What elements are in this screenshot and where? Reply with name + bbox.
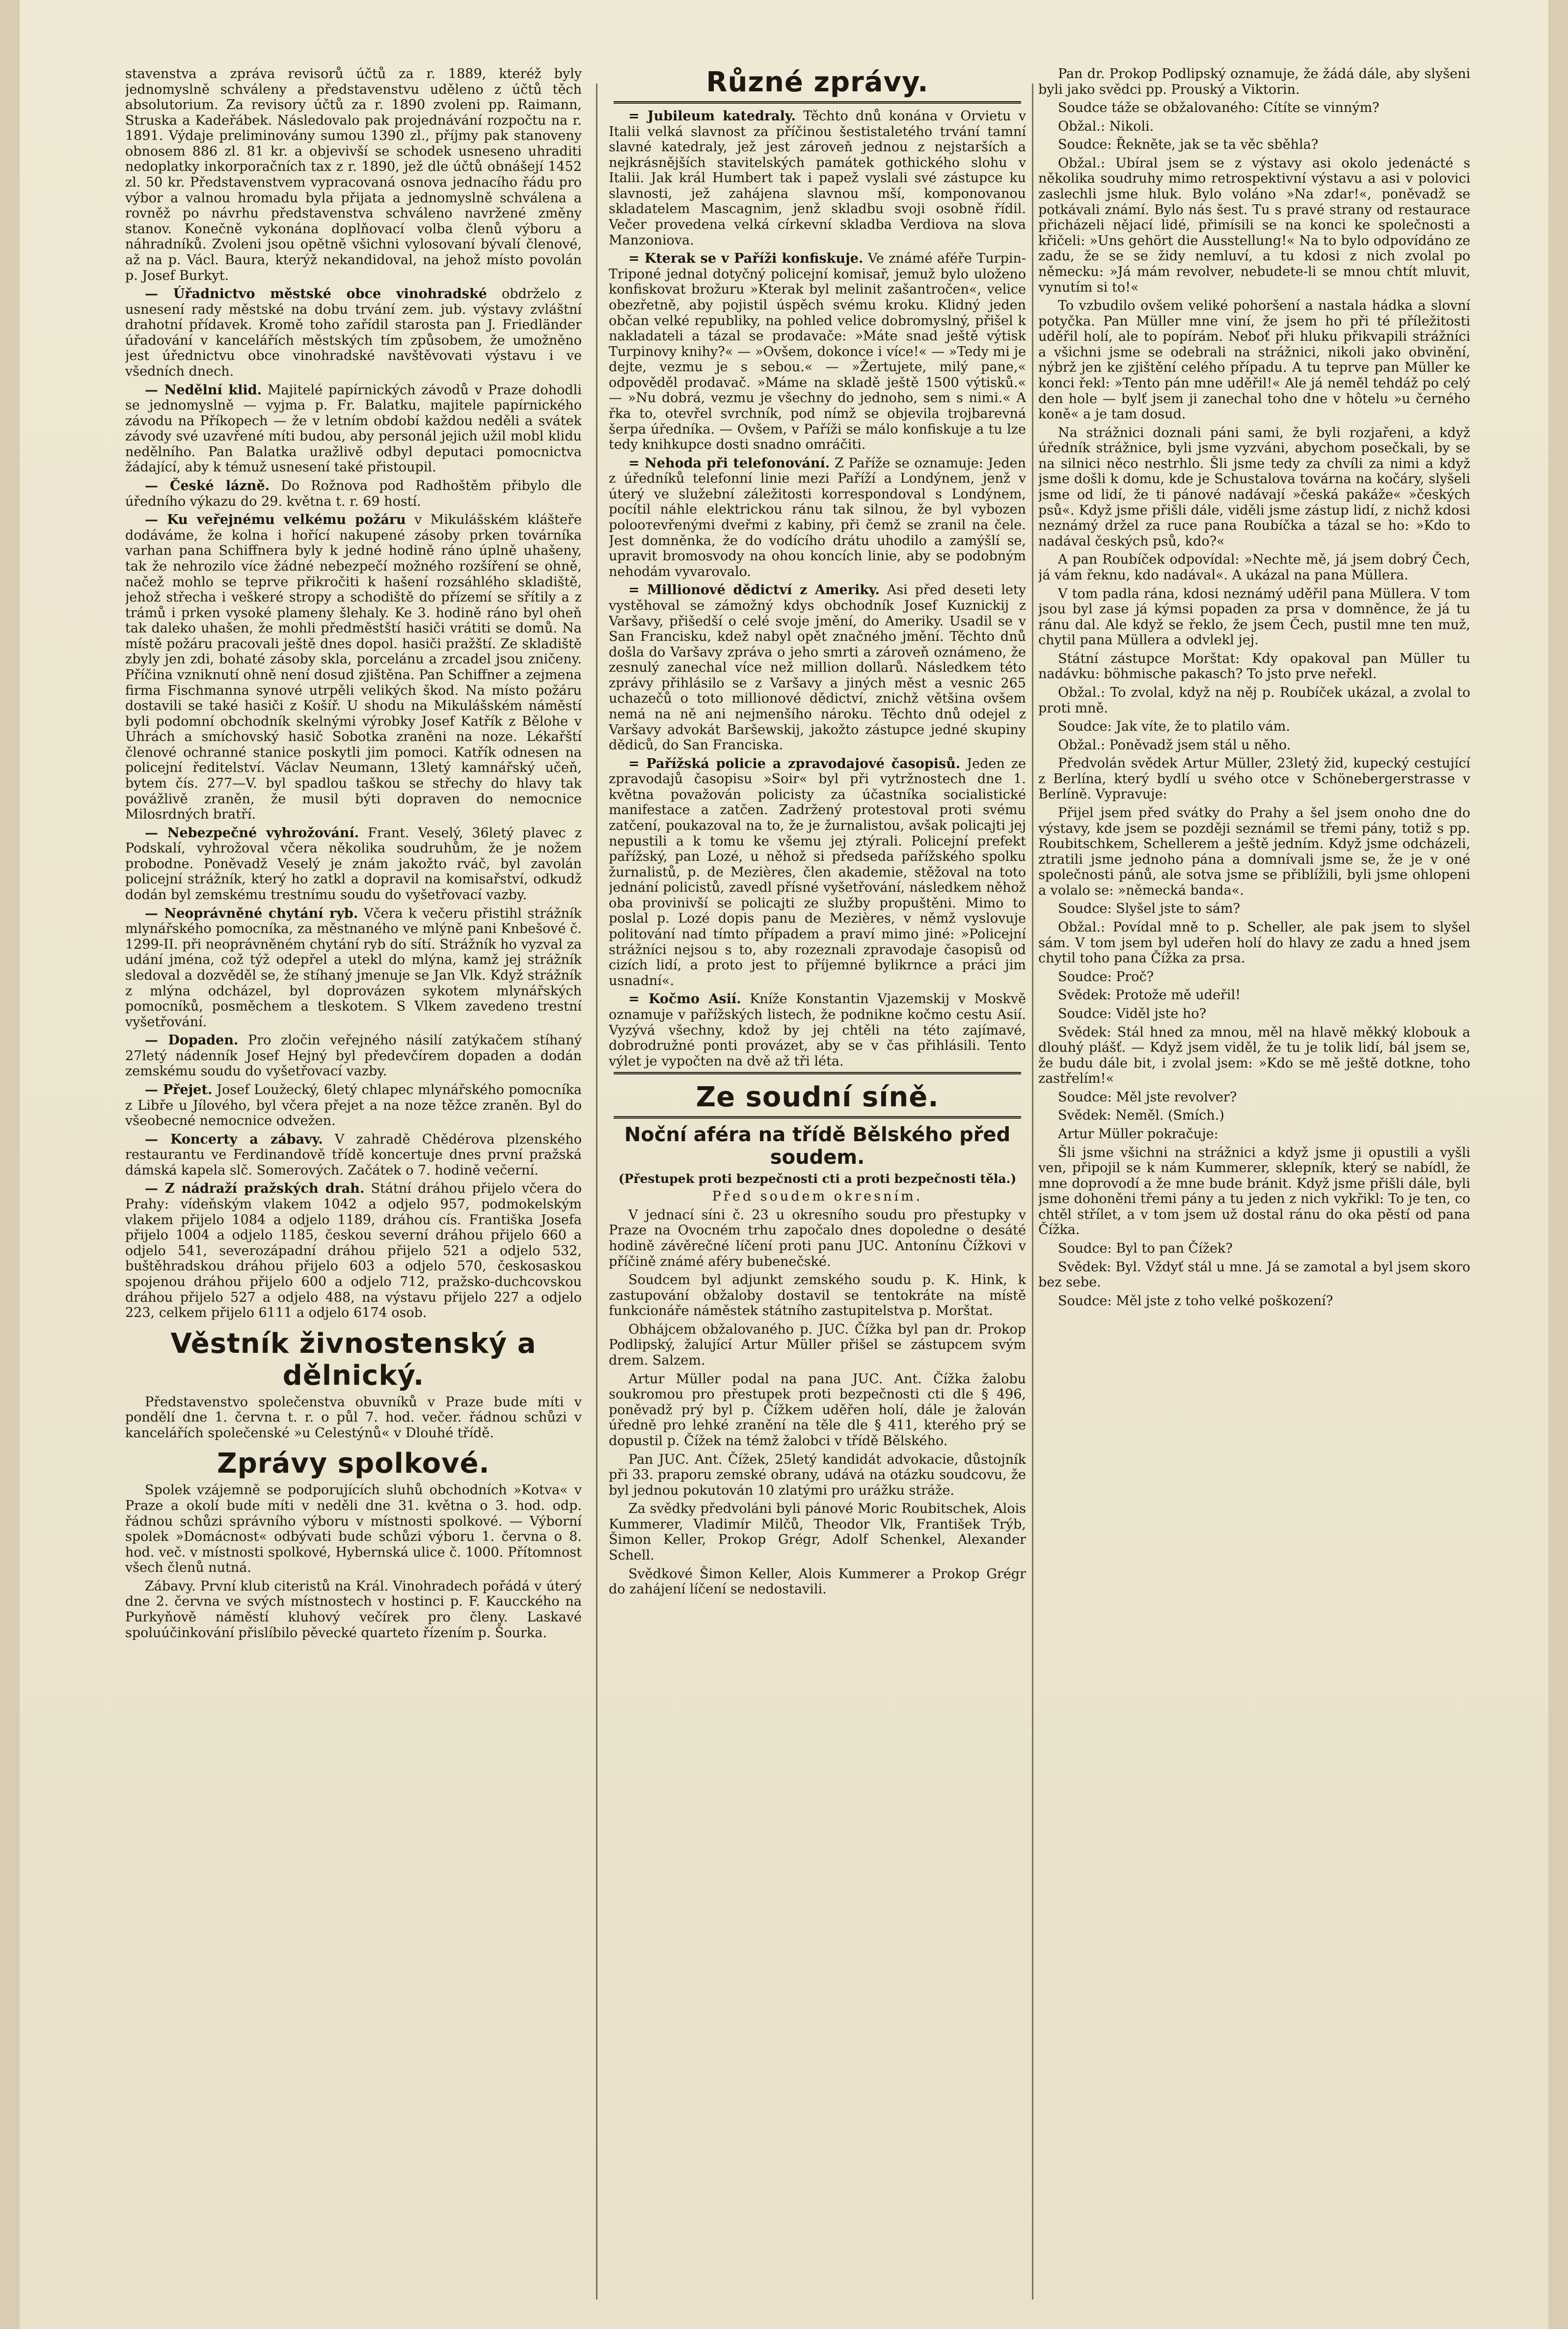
paragraph: Předvolán svědek Artur Müller, 23letý žid, kupecký cestující z Berlína, který bydlí u svého otce v Schönebergerstrasse v Berlíně. Vypravuje:	[1038, 756, 1470, 802]
dialogue-line: Soudce: Slyšel jste to sám?	[1058, 901, 1240, 917]
scan-left-margin	[0, 0, 20, 2329]
paragraph: Přijel jsem před svátky do Prahy a šel jsem onoho dne do výstavy, kde jsem se později seznámil se třemi pány, totiž s pp. Roubitschkem, Schellerem a ještě jedním. Když jsme odcházeli, ztratili jsme jednoho pána a domnívali jsme se, že je v oné společnosti pánů, ale sotva jsme se přiblížili, byli jsme ohlopeni a volalo se: »německá banda«.	[1038, 805, 1470, 898]
dialogue-line: Soudce: Jak víte, že to platilo vám.	[1058, 719, 1290, 735]
column-rule-2	[1032, 83, 1033, 2300]
section-heading-ruzne: Různé zprávy.	[706, 66, 929, 98]
section-heading-spolkove: Zprávy spolkové.	[217, 1448, 490, 1480]
section-rule	[614, 1116, 1021, 1119]
news-item: — Úřadnictvo městské obce vinohradské obdrželo z usnesení rady městské na dobu trvání zem. jub. výstavy zvláštní drahotní přídavek. Kromě toho zařídil starosta pan J. Friedländer úřadování v kancelářích městských tím způsobem, že umožněno jest úřednictvu obce vinohradské navštěvovati výstavu i ve všedních dnech.	[125, 286, 582, 379]
news-item: Zábavy. První klub citeristů na Král. Vinohradech pořádá v úterý dne 2. června ve svých místnostech v hostinci p. F. Kaucckého na Purkyňově náměstí kluhový večírek pro členy. Laskavé spoluúčinkování přislíbilo pěvecké quarteto řízením p. Šourka.	[125, 1578, 582, 1641]
dialogue-line: Obžal.: Poněvadž jsem stál u něho.	[1058, 737, 1291, 753]
paragraph: Pan JUC. Ant. Čížek, 25letý kandidát advokacie, důstojník při 33. praporu zemské obrany, udává na otázku soudcovu, že byl jednou pokutován 10 zlatými pro urážku stráže.	[609, 1452, 1026, 1498]
news-item: — Nebezpečné vyhrožování. Frant. Veselý, 36letý plavec z Podskalí, vyhrožoval včera několika soudruhům, že je nožem probodne. Poněvadž Veselý je znám jakožto rváč, byl zavolán policejní strážník, který ho zatkl a dopravil na komisařství, odkudž dodán byl zemskému trestnímu soudu do vyšetřovací vazby.	[125, 825, 582, 903]
paragraph: Obhájcem obžalovaného p. JUC. Čížka byl pan dr. Prokop Podlipský, žalující Artur Müller přišel se zástupcem svým drem. Salzem.	[609, 1321, 1026, 1369]
section-rule	[614, 1072, 1021, 1074]
article-venue: Před soudem okresním.	[712, 1189, 923, 1205]
column-left	[125, 66, 582, 2295]
news-item: — Ku veřejnému velkému požáru v Mikulášském klášteře dodáváme, že kolna i hořící nakupené zásoby prken továrníka varhan pana Schiffnera byly k jedné hodině ráno úplně uhašeny, tak že nehrozilo více žádné nebezpečí možného rozšíření se ohně, načež mohlo se teprve přikročiti k hašení rozsáhlého skladiště, jehož střecha i veškeré stropy a schodiště do přízemí se sřítily a z trámů i prken vysoké plameny šlehaly. Ke 3. hodině ráno byl oheň tak daleko uhašen, že mohli předměstští hasiči vrátiti se domů. Na místě požáru pracovali ještě dnes dopol. hasiči pražští. Ze skladiště zbyly jen zdi, bohaté zásoby skla, porcelánu a zrcadel jsou zničeny. Příčina vzniknutí ohně není dosud zjištěna. Pan Schiffner a zejmena firma Fischmanna synové utrpěli velikých škod. Na místo požáru dostavili se také hasiči z Košíř. U shodu na Mikulášském náměstí byli podomní obchodník skelnými výrobky Josef Katřík z Bělohe v Uhrách a smíchovský hasič Sobotka zraněni na noze. Lékařští členové ochranné stanice poskytli jim pomoci. Katřík odnesen na policejní ředitelství. Václav Neumann, 13letý kamnářský učeň, bytem čís. 277—V. byl spadlou taškou se střechy do hlavy tak povážlivě zraněn, že musil býti dopraven do nemocnice Milosrdných bratří.	[125, 512, 582, 822]
news-item: — Přejet. Josef Loužecký, 6letý chlapec mlynářského pomocníka z Libře u Jílového, byl včera přejet a na noze těžce zraněn. Byl do všeobecné nemocnice odvežen.	[125, 1082, 582, 1129]
section-heading-court: Ze soudní síně.	[696, 1081, 939, 1114]
dialogue-line: Soudce táže se obžalovaného: Cítíte se vinným?	[1058, 100, 1379, 116]
dialogue-line: Soudce: Měl jste revolver?	[1058, 1089, 1237, 1105]
news-item: = Jubileum katedraly. Těchto dnů konána v Orvietu v Italii velká slavnost za příčinou šestistaletého trvání tamní slavné katedraly, jež jest zároveň jednou z nejstarších a nejkrásnějších stavitelských památek gothického slohu v Italii. Jak král Humbert tak i papež vyslali své zástupce ku slavnosti, jež zahájena slavnou mší, komponovanou skladatelem Mascagnim, jenž skladbu svoji osobně řídil. Večer provedena velká církevní skladba Verdiova na slova Manzoniova.	[609, 109, 1026, 248]
paragraph: A pan Roubíček odpovídal: »Nechte mě, já jsem dobrý Čech, já vám řeknu, kdo nadával«. A ukázal na pana Müllera.	[1038, 552, 1470, 583]
column-rule-1	[596, 83, 597, 2300]
section-heading-vestnik: Věstník živnostenský a dělnický.	[170, 1327, 537, 1392]
paragraph: Šli jsme všichni na strážnici a když jsme ji opustili a vyšli ven, připojil se k nám Kummerer, sklepník, který se nabídl, že mne doprovodí a že mne bude bránit. Když jsme přišli dále, byli jsme dohoněni třemi pány a tu jeden z nich vykřikl: To je ten, co chtěl střílet, a v tom jsem už dostal ránu do oka pěstí od pana Čížka.	[1038, 1145, 1470, 1238]
dialogue-line: Artur Müller pokračuje:	[1058, 1126, 1218, 1142]
dialogue-line: Obžal.: Povídal mně to p. Scheller, ale pak jsem to slyšel sám. V tom jsem byl udeřen holí do hlavy ze zadu a hned jsem chytil toho pana Čížka za prsa.	[1038, 920, 1470, 966]
dialogue-line: Soudce: Viděl jste ho?	[1058, 1006, 1207, 1021]
paragraph: Na strážnici doznali páni sami, že byli rozjařeni, a když úředník strážnice, byli jsme vyzváni, abychom posečkali, by se na silnici něco nestrhlo. Šli jsme tedy za chvíli za nimi a když jsme došli k domu, kde je Schustalova továrna na kočáry, slyšeli jsme od lidí, že ti pánové nadávají »česká pakáže« »českých psů«. Když jsme přišli dále, viděli jsme zástup lidí, z nichž kdosi neznámý držel za ruce pana Roubíčka a tázal se ho: »Kdo to nadával českých psů, kdo?«	[1038, 425, 1470, 549]
scan-right-margin	[1548, 0, 1568, 2329]
news-item: = Kočmo Asií. Kníže Konstantin Vjazemskij v Moskvě oznamuje v pařížských listech, že podnikne kočmo cestu Asií. Vyzývá všechny, kdož by jej chtěli na této zajímavé, dobrodružné ponti provázet, aby se v čas přihlásili. Tento výlet je vypočten na dvě až tři léta.	[609, 991, 1026, 1069]
paragraph: Svědkové Šimon Keller, Alois Kummerer a Prokop Grégr do zahájení líčení se nedostavili.	[609, 1566, 1026, 1597]
news-item: = Kterak se v Paříži konfiskuje. Ve známé aféře Turpin-Triponé jednal dotyčný policejní komisař, jemuž bylo uloženo konfiskovat brožuru »Kterak byl melinit zašantročen«, velice obezřetně, aby pojistil úspěch svému kroku. Klidný jeden občan velké republiky, na pohled velice dobromyslný, přišel k nakladateli a tázal se prodavače: »Máte snad ještě výtisk Turpinovy knihy?« — »Ovšem, dokonce i více!« — »Tedy mi je dejte, vezmu je s sebou.« — »Žertujete, milý pane,« odpověděl prodavač. »Máme na skladě ještě 1500 výtisků.« — »Nu dobrá, vezmu je všechny do jednoho, sem s nimi.« A řka to, otevřel svrchník, pod nímž se objevila trojbarevná šerpa úředníka. — Ovšem, v Paříži se málo konfiskuje a tu lze tedy knihkupce dosti snadno omráčiti.	[609, 251, 1026, 453]
dialogue-line: Svědek: Byl. Vždyť stál u mne. Já se zamotal a byl jsem skoro bez sebe.	[1038, 1259, 1470, 1290]
news-item: Představenstvo společenstva obuvníků v Praze bude míti v pondělí dne 1. června t. r. o půl 7. hod. večer. řádnou schůzi v kancelářích společenské »u Celestýnů« v Dlouhé třídě.	[125, 1394, 582, 1441]
dialogue-line: Soudce: Měl jste z toho velké poškození?	[1058, 1293, 1333, 1309]
news-item: — Dopaden. Pro zločin veřejného násilí zatýkačem stíhaný 27letý nádenník Josef Hejný byl předevčírem dopaden a dodán zemskému soudu do vyšetřovací vazby.	[125, 1033, 582, 1079]
column-right	[1038, 66, 1470, 2295]
section-rule	[614, 101, 1021, 104]
dialogue-line: Soudce: Řekněte, jak se ta věc sběhla?	[1058, 137, 1319, 153]
news-item: — Koncerty a zábavy. V zahradě Chědérova plzenského restaurantu ve Ferdinandově třídě koncertuje dnes první pražská dámská kapela slč. Somerových. Začátek o 7. hodině večerní.	[125, 1131, 582, 1178]
dialogue-line: Obžal.: Nikoli.	[1058, 118, 1154, 134]
news-item: — Nedělní klid. Majitelé papírnických závodů v Praze dohodli se jednomyslně — vyjma p. Fr. Balatku, majitele papírnického závodu na Příkopech — že v letním období každou neděli a svátek závody své uzavřené míti budou, aby personál jejich užil mobl klidu nedělního. Pan Balatka uražlivě odbyl deputaci pomocnictva žádající, aby k témuž usnesení také přistoupil.	[125, 382, 582, 475]
paragraph: To vzbudilo ovšem veliké pohoršení a nastala hádka a slovní potyčka. Pan Müller mne viní, že jsem ho při té příležitosti uděřil holí, ale to popírám. Neboť při hluku přikvapili strážníci a všichni jsme se odebrali na strážnici, nikoli jako obvinění, nýbrž jen ke zjištění celého případu. A tu teprve pan Müller ke konci řekl: »Tento pán mne uděřil!« Ale já neměl tehdáž po celý den hole — bylť jsem ji zanechal toho dne v hôtelu »u černého koně« a je tam dosud.	[1038, 298, 1470, 422]
column-middle	[609, 66, 1026, 2295]
news-item: = Millionové dědictví z Ameriky. Asi před deseti lety vystěhoval se zámožný kdys obchodník Josef Kuznickij z Varšavy, přišedší o celé svoje jmění, do Ameriky. Usadil se v San Francisku, kdež nabyl opět značného jmění. Těchto dnů došla do Varšavy zpráva o jeho smrti a zároveň oznámeno, že zesnulý zanechal více než million dollarů. Následkem této zprávy přihlásilo se z Varšavy a jiných měst a vesnic 265 uchazečů o toto millionové dědictví, znichž většina ovšem nemá na ně ani nejmenšího nároku. Těchto dnů odejel z Varšavy advokát Baršewskij, jakožto zástupce jedné skupiny dědiců, do San Franciska.	[609, 582, 1026, 753]
paragraph: V jednací síni č. 23 u okresního soudu pro přestupky v Praze na Ovocném trhu započalo dnes dopoledne o desáté hodině závěrečné líčení proti panu JUC. Antonínu Čížkovi v příčině známé aféry bubenečské.	[609, 1207, 1026, 1269]
paragraph: Pan dr. Prokop Podlipský oznamuje, že žádá dále, aby slyšeni byli jako svědci pp. Prouský a Viktorin.	[1038, 66, 1470, 97]
news-item: — České lázně. Do Rožnova pod Radhoštěm přibylo dle úředního výkazu do 29. května t. r. 69 hostí.	[125, 478, 582, 509]
news-item: = Pařížská policie a zpravodajové časopisů. Jeden ze zpravodajů časopisu »Soir« byl při vytržnostech dne 1. května považován policisty za účastníka socialistické manifestace a zatčen. Zadržený protestoval proti svému zatčení, poukazoval na to, že je žurnalistou, avšak policajti jej nepustili a k tomu ke všemu jej ztýrali. Policejní prefekt pařížský, pan Lozé, u něhož si předseda pařížského spolku žurnalistů, p. de Mezières, člen akademie, stěžoval na toto jednání policistů, zavedl přísné vyšetřování, následkem něhož oba provinivší se policajti ze služby propuštěni. Mimo to poslal p. Lozé dopis panu de Mezières, v němž vyslovuje politování nad tímto případem a praví mimo jiné: »Policejní strážníci nejsou s to, aby rozeznali zpravodaje časopisů od cizích lidí, a proto jest to příjemné bylikrnce a práci jim usnadní«.	[609, 756, 1026, 988]
news-item: — Neoprávněné chytání ryb. Včera k večeru přistihl strážník mlynářského pomocníka, za městnaného ve mlýně pani Knbešové č. 1299-II. při neoprávněném chytání ryb do sítí. Strážník ho vyzval za udání jména, což týž odepřel a utekl do mlýna, kamž jej strážník sledoval a dozvěděl se, že stíhaný jmenuje se Jan Vlk. Když strážník z mlýna odcházel, byl doprovázen sykotem mlynářských pomocníků, posměchem a tleskotem. S Vlkem zavedeno trestní vyšetřování.	[125, 905, 582, 1030]
dialogue-line: Soudce: Proč?	[1058, 969, 1154, 985]
article-continuation: stavenstva a zpráva revisorů účtů za r. 1889, kteréž byly jednomyslně schváleny a představenstvu uděleno z účtů těch absolutorium. Za revisory účtů za r. 1890 zvoleni pp. Raimann, Struska a Kadeřábek. Následovalo pak projednávání rozpočtu na r. 1891. Výdaje preliminovány sumou 1390 zl., příjmy pak stanoveny obnosem 886 zl. 81 kr. a objevivší se schodek usneseno uhraditi nedoplatky inkorporačních tax z r. 1890, jež dle účtů obnášejí 1452 zl. 50 kr. Představenstvem vypracovaná osnova jednacího řádu pro výbor a valnou hromadu byla přijata a jednomyslně schválena a rovněž po návrhu představenstva schváleno navržené změny stanov. Konečně vykonána doplňovací volba členů výboru a náhradníků. Zvoleni jsou opětně všichni vylosovaní bývalí členové, až na p. Václ. Baura, kterýž nekandidoval, na jehož místo povolán p. Josef Burkyt.	[125, 66, 582, 283]
paragraph: Za svědky předvoláni byli pánové Moric Roubitschek, Alois Kummerer, Vladimír Milčů, Theodor Vlk, František Trýb, Šimon Keller, Prokop Grégr, Adolf Schenkel, Alexander Schell.	[609, 1501, 1026, 1563]
article-subtitle: (Přestupek proti bezpečnosti cti a proti bezpečnosti těla.)	[618, 1172, 1017, 1186]
dialogue-line: Svědek: Protože mě udeřil!	[1058, 987, 1241, 1003]
dialogue-line: Svědek: Stál hned za mnou, měl na hlavě měkký klobouk a dlouhý plášť. — Když jsem viděl, že tu je tolik lidí, bál jsem se, že budu dále bit, i zvolal jsem: »Kdo se mě ještě dotkne, toho zastřelím!«	[1038, 1024, 1470, 1087]
paragraph: Soudcem byl adjunkt zemského soudu p. K. Hink, k zastupování obžaloby dostavil se tentokráte na místě funkcionáře náměstek státního zastupitelstva p. Morštat.	[609, 1272, 1026, 1319]
news-item: = Nehoda při telefonování. Z Paříže se oznamuje: Jeden z úředníků telefonní linie mezi Paříží a Londýnem, jenž v úterý ve služební záležitosti korrespondoval s Londýnem, pocítil náhle elektrickou ránu tak silnou, že byl vybozen poloотevřenými dveřmi z kabiny, při čemž se zranil na čele. Jest domněnka, že do vodícího drátu uhodilo a zamýšlí se, upravit bromosvody na ohou koncích linie, aby se podobným nehodám vyvarovalo.	[609, 455, 1026, 579]
news-item: — Z nádraží pražských drah. Státní dráhou přijelo včera do Prahy: vídeňským vlakem 1042 a odjelo 957, podmokelským vlakem přijelo 1084 a odjelo 1189, dráhou cís. Františka Josefa přijelo 1004 a odjelo 1185, českou severní dráhou přijelo 660 a odjelo 541, severozápadní dráhou přijelo 521 a odjelo 532, buštěhradskou dráhou přijelo 603 a odjelo 570, českosaskou spojenou dráhou přijelo 600 a odjelo 712, pražsko-duchcovskou dráhou přijelo 527 a odjelo 488, na výstavu přijelo 227 a odjelo 223, celkem přijelo 6111 a odjelo 6174 osob.	[125, 1181, 582, 1321]
dialogue-line: Obžal.: To zvolal, když na něj p. Roubíček ukázal, a zvolal to proti mně.	[1038, 685, 1470, 716]
dialogue-line: Obžal.: Ubíral jsem se z výstavy asi okolo jedenácté s několika soudruhy mimo retrospektivní výstavu a asi v polovici zaslechli jsme hluk. Bylo voláno »Na zdar!«, poněvadž se potkávali známí. Bylo nás šest. Tu s pravé strany od restaurace přicházeli nějací lidé, přimísili se na konci ke společnosti a křičeli: »Uns gehört die Ausstellung!« Na to bylo odpovídáno ze zadu, že se se židy nemluví, a tu kdosi z nich zvolal po německu: »Já mám revolver, nebudete-li se mnou chtít mluvit, vynutím si to!«	[1038, 155, 1470, 295]
news-item: Spolek vzájemně se podporujících sluhů obchodních »Kotva« v Praze a okolí bude míti v neděli dne 31. května o 3. hod. odp. řádnou schůzi správního výboru v místnosti spolkové. — Výborní spolek »Domácnost« odbývati bude schůzi výboru 1. června o 8. hod. več. v místnosti spolkové, Hybernská ulice č. 1000. Přítomnost všech členů nutná.	[125, 1482, 582, 1576]
article-title: Noční aféra na třídě Bělského před soudem.	[624, 1123, 1011, 1169]
paragraph: V tom padla rána, kdosi neznámý uděřil pana Müllera. V tom jsou byl zase já kýmsi popaden za prsa v domněnce, že já tu ránu dal. Ale když se řeklo, že jsem Čech, pustil mne ten muž, chytil pana Müllera a odvlekl jej.	[1038, 586, 1470, 648]
dialogue-line: Státní zástupce Morštat: Kdy opakoval pan Müller tu nadávku: böhmische pakasch? To jsto prve neřekl.	[1038, 651, 1470, 682]
paragraph: Artur Müller podal na pana JUC. Ant. Čížka žalobu soukromou pro přestupek proti bezpečnosti cti dle § 496, poněvadž prý byl p. Čížkem uděřen holí, dále je žalován úředně pro lehké zranění na těle dle § 411, kterého prý se dopustil p. Čížek na témž žalobci v třídě Bělského.	[609, 1371, 1026, 1449]
dialogue-line: Svědek: Neměl. (Smích.)	[1058, 1108, 1224, 1123]
dialogue-line: Soudce: Byl to pan Čížek?	[1058, 1241, 1233, 1257]
